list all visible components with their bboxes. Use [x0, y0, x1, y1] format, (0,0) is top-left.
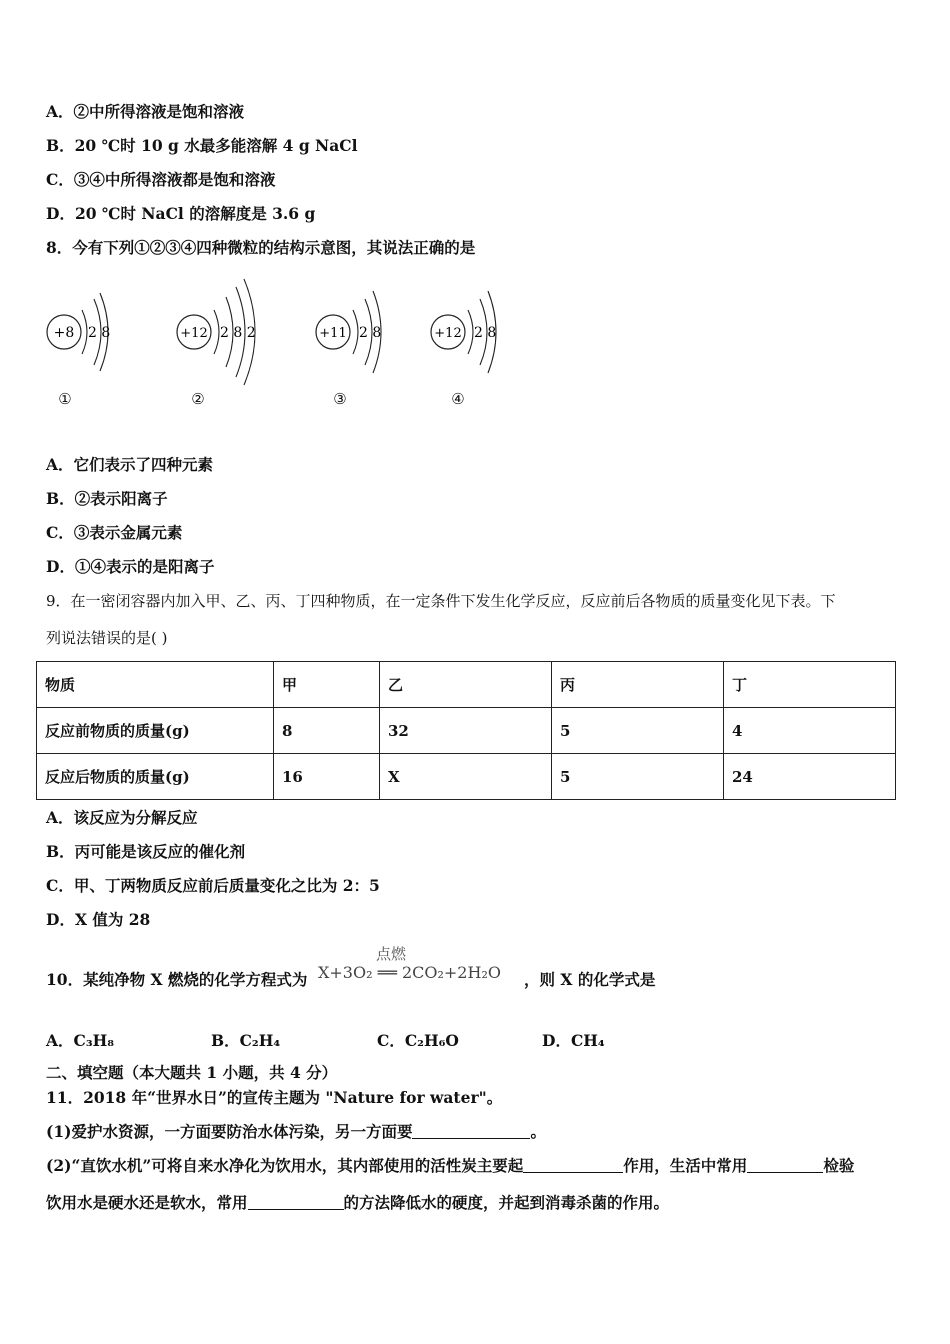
table-cell: 16 — [274, 754, 380, 800]
q9-stem-line2: 列说法错误的是( ) — [46, 629, 168, 647]
answer-blank-2[interactable] — [523, 1158, 623, 1173]
atom-label-2: ② — [191, 390, 205, 408]
atom-4-shells: 2 8 — [474, 325, 497, 341]
equation-condition: 点燃 — [376, 945, 407, 963]
table-cell: 4 — [724, 708, 896, 754]
table-cell: 丁 — [724, 662, 896, 708]
section-title: 二、填空题（本大题共 1 小题，共 4 分） — [46, 1063, 338, 1082]
table-cell: 反应前物质的质量(g) — [37, 708, 274, 754]
table-cell: 24 — [724, 754, 896, 800]
equation-text: X+3O₂ ══ 2CO₂+2H₂O — [318, 963, 501, 982]
q11-part1 — [46, 1122, 546, 1142]
table-cell: 5 — [552, 754, 724, 800]
q10-option-a: A．C₃H₈ — [46, 1031, 115, 1050]
q8-option-b: B．②表示阳离子 — [46, 489, 168, 508]
table-cell: 反应后物质的质量(g) — [37, 754, 274, 800]
atom-4-nucleus: +12 — [434, 326, 462, 341]
atom-3-shells: 2 8 — [359, 325, 382, 341]
table-cell: X — [380, 754, 552, 800]
q7-option-d: D．20 ℃时 NaCl 的溶解度是 3.6 g — [46, 204, 316, 223]
q10-stem-suffix: ，则 X 的化学式是 — [524, 970, 656, 989]
atom-label-1: ① — [58, 390, 72, 408]
atom-2-shells: 2 8 2 — [220, 325, 256, 341]
table-cell: 甲 — [274, 662, 380, 708]
table-row — [37, 708, 896, 754]
q11-part1-text-b: 。 — [530, 1122, 546, 1141]
atom-1-shells: 2 8 — [88, 325, 111, 341]
atom-3-nucleus: +11 — [319, 326, 347, 341]
q11-part1-text-a: (1)爱护水资源，一方面要防治水体污染，另一方面要 — [46, 1122, 413, 1141]
q8-option-a: A．它们表示了四种元素 — [46, 455, 214, 474]
q11-part2-text-b: 作用，生活中常用 — [623, 1156, 748, 1175]
q11-part3 — [46, 1193, 669, 1213]
q8-stem: 8．今有下列①②③④四种微粒的结构示意图，其说法正确的是 — [46, 238, 476, 257]
q11-part2-text-c: 检验 — [823, 1156, 855, 1175]
table-header-row — [37, 662, 896, 708]
q10-stem-prefix: 10．某纯净物 X 燃烧的化学方程式为 — [46, 970, 308, 989]
atom-diagram-4 — [428, 285, 548, 385]
atom-2-nucleus: +12 — [180, 326, 208, 341]
atom-diagram-2 — [174, 285, 294, 385]
q11-part3-text-b: 的方法降低水的硬度，并起到消毒杀菌的作用。 — [343, 1193, 670, 1212]
q9-option-d: D．X 值为 28 — [46, 910, 151, 929]
atom-label-4: ④ — [451, 390, 465, 408]
q8-option-c: C．③表示金属元素 — [46, 523, 183, 542]
table-cell: 32 — [380, 708, 552, 754]
q11-part3-text-a: 饮用水是硬水还是软水，常用 — [46, 1193, 248, 1212]
q7-option-a: A．②中所得溶液是饱和溶液 — [46, 102, 245, 121]
q11-part2-text-a: (2)“直饮水机”可将自来水净化为饮用水，其内部使用的活性炭主要起 — [46, 1156, 524, 1175]
q10-option-d: D．CH₄ — [542, 1031, 605, 1050]
table-cell: 乙 — [380, 662, 552, 708]
answer-blank-3[interactable] — [747, 1158, 823, 1173]
mass-table — [36, 661, 896, 800]
q8-option-d: D．①④表示的是阳离子 — [46, 557, 215, 576]
q11-stem: 11．2018 年“世界水日”的宣传主题为 "Nature for water"。 — [46, 1088, 503, 1107]
answer-blank-1[interactable] — [412, 1124, 530, 1139]
q7-option-b: B．20 ℃时 10 g 水最多能溶解 4 g NaCl — [46, 136, 358, 155]
chemical-equation — [318, 945, 501, 982]
q9-option-b: B．丙可能是该反应的催化剂 — [46, 842, 246, 861]
q10-option-c: C．C₂H₆O — [377, 1031, 459, 1050]
table-cell: 5 — [552, 708, 724, 754]
table-cell: 丙 — [552, 662, 724, 708]
q11-part2 — [46, 1156, 854, 1176]
atom-label-3: ③ — [333, 390, 347, 408]
q9-option-c: C．甲、丁两物质反应前后质量变化之比为 2：5 — [46, 876, 380, 895]
table-cell: 物质 — [37, 662, 274, 708]
q7-option-c: C．③④中所得溶液都是饱和溶液 — [46, 170, 276, 189]
table-row — [37, 754, 896, 800]
q9-option-a: A．该反应为分解反应 — [46, 808, 198, 827]
atom-diagram-3 — [313, 285, 433, 385]
answer-blank-4[interactable] — [248, 1195, 344, 1210]
table-cell: 8 — [274, 708, 380, 754]
atom-1-nucleus: +8 — [53, 325, 75, 341]
q9-stem-line1: 9．在一密闭容器内加入甲、乙、丙、丁四种物质，在一定条件下发生化学反应，反应前后各物质的质量变化见下表。下 — [46, 592, 836, 610]
atom-diagram-1 — [42, 285, 162, 385]
q10-option-b: B．C₂H₄ — [211, 1031, 281, 1050]
